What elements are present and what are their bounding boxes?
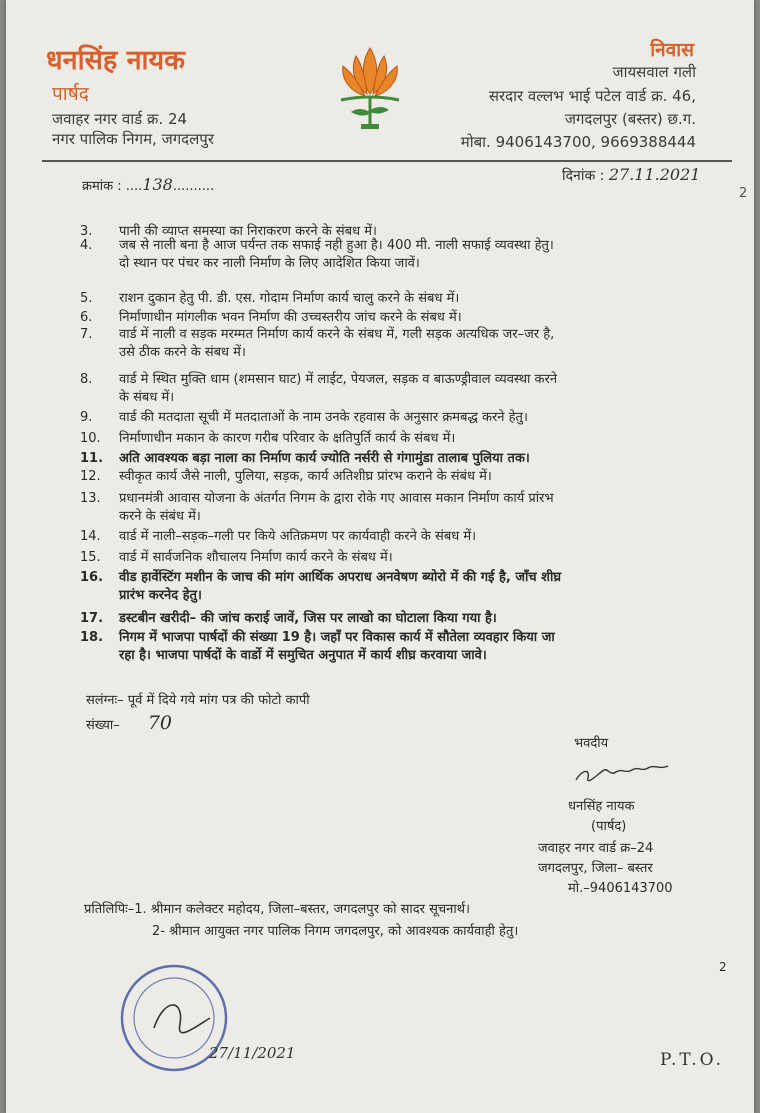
closing-name: धनसिंह नायक [568,799,635,814]
pto-note: P.T.O. [660,1050,724,1070]
residence-title: निवास [650,39,694,61]
item-text-line: अति आवश्यक बड़ा नाला का निर्माण कार्य ज्योति नर्सरी से गंगामुंडा तालाब पुलिया तक। [119,451,530,466]
item-number: 6. [80,310,93,325]
item-text-line: पानी की व्याप्त समस्या का निराकरण करने के संबध में। [119,224,377,239]
item-text-line: वीड हार्वेस्टिंग मशीन के जाच की मांग आर्थिक अपराध अनवेषण ब्योरो में की गई है, जाँच शीघ्र [119,570,562,585]
item-text-line: निर्माणाधीन मांगलीक भवन निर्माण की उच्चस्तरीय जांच करने के संबध में। [119,310,462,325]
letterhead-name: धनसिंह नायक [46,45,185,76]
item-number: 9. [80,410,93,425]
item-text [119,468,719,486]
item-number: 16. [80,570,104,585]
enclosure-note: सलंग्नः– पूर्व में दिये गये मांग पत्र की फोटो कापी [86,693,310,708]
address-line: जगदलपुर (बस्तर) छ.ग. [564,110,696,128]
item-text [119,326,719,362]
letterhead-corporation: नगर पालिक निगम, जगदलपुर [52,130,214,148]
received-stamp [114,958,304,1093]
header-divider [42,160,732,162]
item-number: 15. [80,550,101,565]
closing-city: जगदलपुर, जिला– बस्तर [538,861,653,876]
letter-page [6,0,754,1113]
item-number: 10. [80,431,101,446]
stamp-date: 27/11/2021 [209,1044,296,1062]
kramank-label: क्रमांक : .... [82,179,143,194]
closing-role: (पार्षद) [591,819,627,834]
handwritten-signature [568,752,678,792]
item-text-line: वार्ड में सार्वजनिक शौचालय निर्माण कार्य करने के संबध में। [119,550,393,565]
item-text-line: के संबध में। [119,390,175,405]
item-text-line: प्रारंभ करनेद हेतु। [119,588,202,603]
item-number: 18. [80,630,104,645]
item-number: 14. [80,529,101,544]
item-text [119,290,719,308]
item-text-line: करने के संबंध में। [119,509,201,524]
item-text-line: राशन दुकान हेतु पी. डी. एस. गोदाम निर्माण कार्य चालु करने के संबध में। [119,291,460,306]
item-text [119,490,719,526]
sankhya-label: संख्या– [86,718,120,733]
item-number: 17. [80,611,104,626]
closing-bhavdiya: भवदीय [574,736,609,751]
item-text-line: वार्ड में नाली–सड़क–गली पर किये अतिक्रमण पर कार्यवाही करने के संबध में। [119,529,477,544]
kramank-dots: .......... [172,179,215,194]
bjp-lotus-logo [331,40,409,132]
mobile-numbers: मोबा. 9406143700, 9669388444 [460,133,696,151]
kramank-value: 138 [142,175,173,194]
dinank-value: 27.11.2021 [608,165,701,184]
copy-to-1: प्रतिलिपिः–1. श्रीमान कलेक्टर महोदय, जिला–बस्तर, जगदलपुर को सादर सूचनार्थ। [84,902,470,917]
item-text [119,569,719,605]
item-text-line: निर्माणाधीन मकान के कारण गरीब परिवार के क्षतिपुर्ति कार्य के संबध में। [119,431,456,446]
closing-ward: जवाहर नगर वार्ड क्र–24 [538,841,654,856]
item-text-line: दो स्थान पर पंचर कर नाली निर्माण के लिए आदेशित किया जावें। [119,256,420,271]
item-number: 3. [80,224,93,239]
item-text [119,450,719,468]
letterhead-ward: जवाहर नगर वार्ड क्र. 24 [52,110,188,128]
item-number: 12. [80,469,101,484]
page-number: 2 [719,960,727,974]
letterhead-role: पार्षद [52,83,89,105]
item-text-line: निगम में भाजपा पार्षदों की संख्या 19 है। जहाँ पर विकास कार्य में सौतेला व्यवहार किया जा [119,630,555,645]
item-text [119,409,719,427]
item-text-line: स्वीकृत कार्य जैसे नाली, पुलिया, सड़क, कार्य अतिशीघ्र प्रांरभ कराने के संबंध में। [119,469,492,484]
item-text-line: जब से नाली बना है आज पर्यन्त तक सफाई नही हुआ है। 400 मी. नाली सफाई व्यवस्था हेतु। [119,238,554,253]
dinank-label: दिनांक : [562,168,605,184]
item-text [119,549,719,567]
corner-number: 2 [739,186,748,201]
item-text-line: रहा है। भाजपा पार्षदों के वार्डो में समुचित अनुपात में कार्य शीघ्र करवाया जावे। [119,648,487,663]
item-number: 8. [80,372,93,387]
address-line: सरदार वल्लभ भाई पटेल वार्ड क्र. 46, [488,87,696,105]
sankhya-line [86,712,172,734]
item-text [119,528,719,546]
date-field [562,165,700,185]
item-text-line: वार्ड में नाली व सड़क मरम्मत निर्माण कार्य करने के संबध में, गली सड़क अत्यधिक जर–जर है, [119,327,555,342]
item-number: 5. [80,291,93,306]
copy-to-2: 2- श्रीमान आयुक्त नगर पालिक निगम जगदलपुर, को आवश्यक कार्यवाही हेतु। [152,924,519,939]
item-number: 11. [80,451,104,466]
item-text [119,237,719,273]
item-text [119,610,719,628]
item-text [119,629,719,665]
item-number: 7. [80,327,93,342]
item-text [119,309,719,327]
address-line: जायसवाल गली [612,63,696,81]
item-text [119,430,719,448]
item-text [119,371,719,407]
item-text-line: वार्ड मे स्थित मुक्ति धाम (शमसान घाट) में लाईट, पेयजल, सड़क व बाऊण्ड्रीवाल व्यवस्था करने [119,372,558,387]
item-text-line: उसे ठीक करने के संबध में। [119,345,246,360]
item-text-line: डस्टबीन खरीदी– की जांच कराई जावें, जिस पर लाखो का घोटाला किया गया है। [119,611,497,626]
item-text-line: प्रधानमंत्री आवास योजना के अंतर्गत निगम के द्वारा रोके गए आवास मकान निर्माण कार्य प्रांरभ [119,491,554,506]
sankhya-value: 70 [147,712,172,734]
item-text-line: वार्ड की मतदाता सूची में मतदाताओं के नाम उनके रहवास के अनुसार क्रमबद्ध करने हेतु। [119,410,528,425]
item-number: 13. [80,491,101,506]
item-number: 4. [80,238,93,253]
closing-mobile: मो.–9406143700 [568,881,673,896]
reference-number [82,175,214,194]
